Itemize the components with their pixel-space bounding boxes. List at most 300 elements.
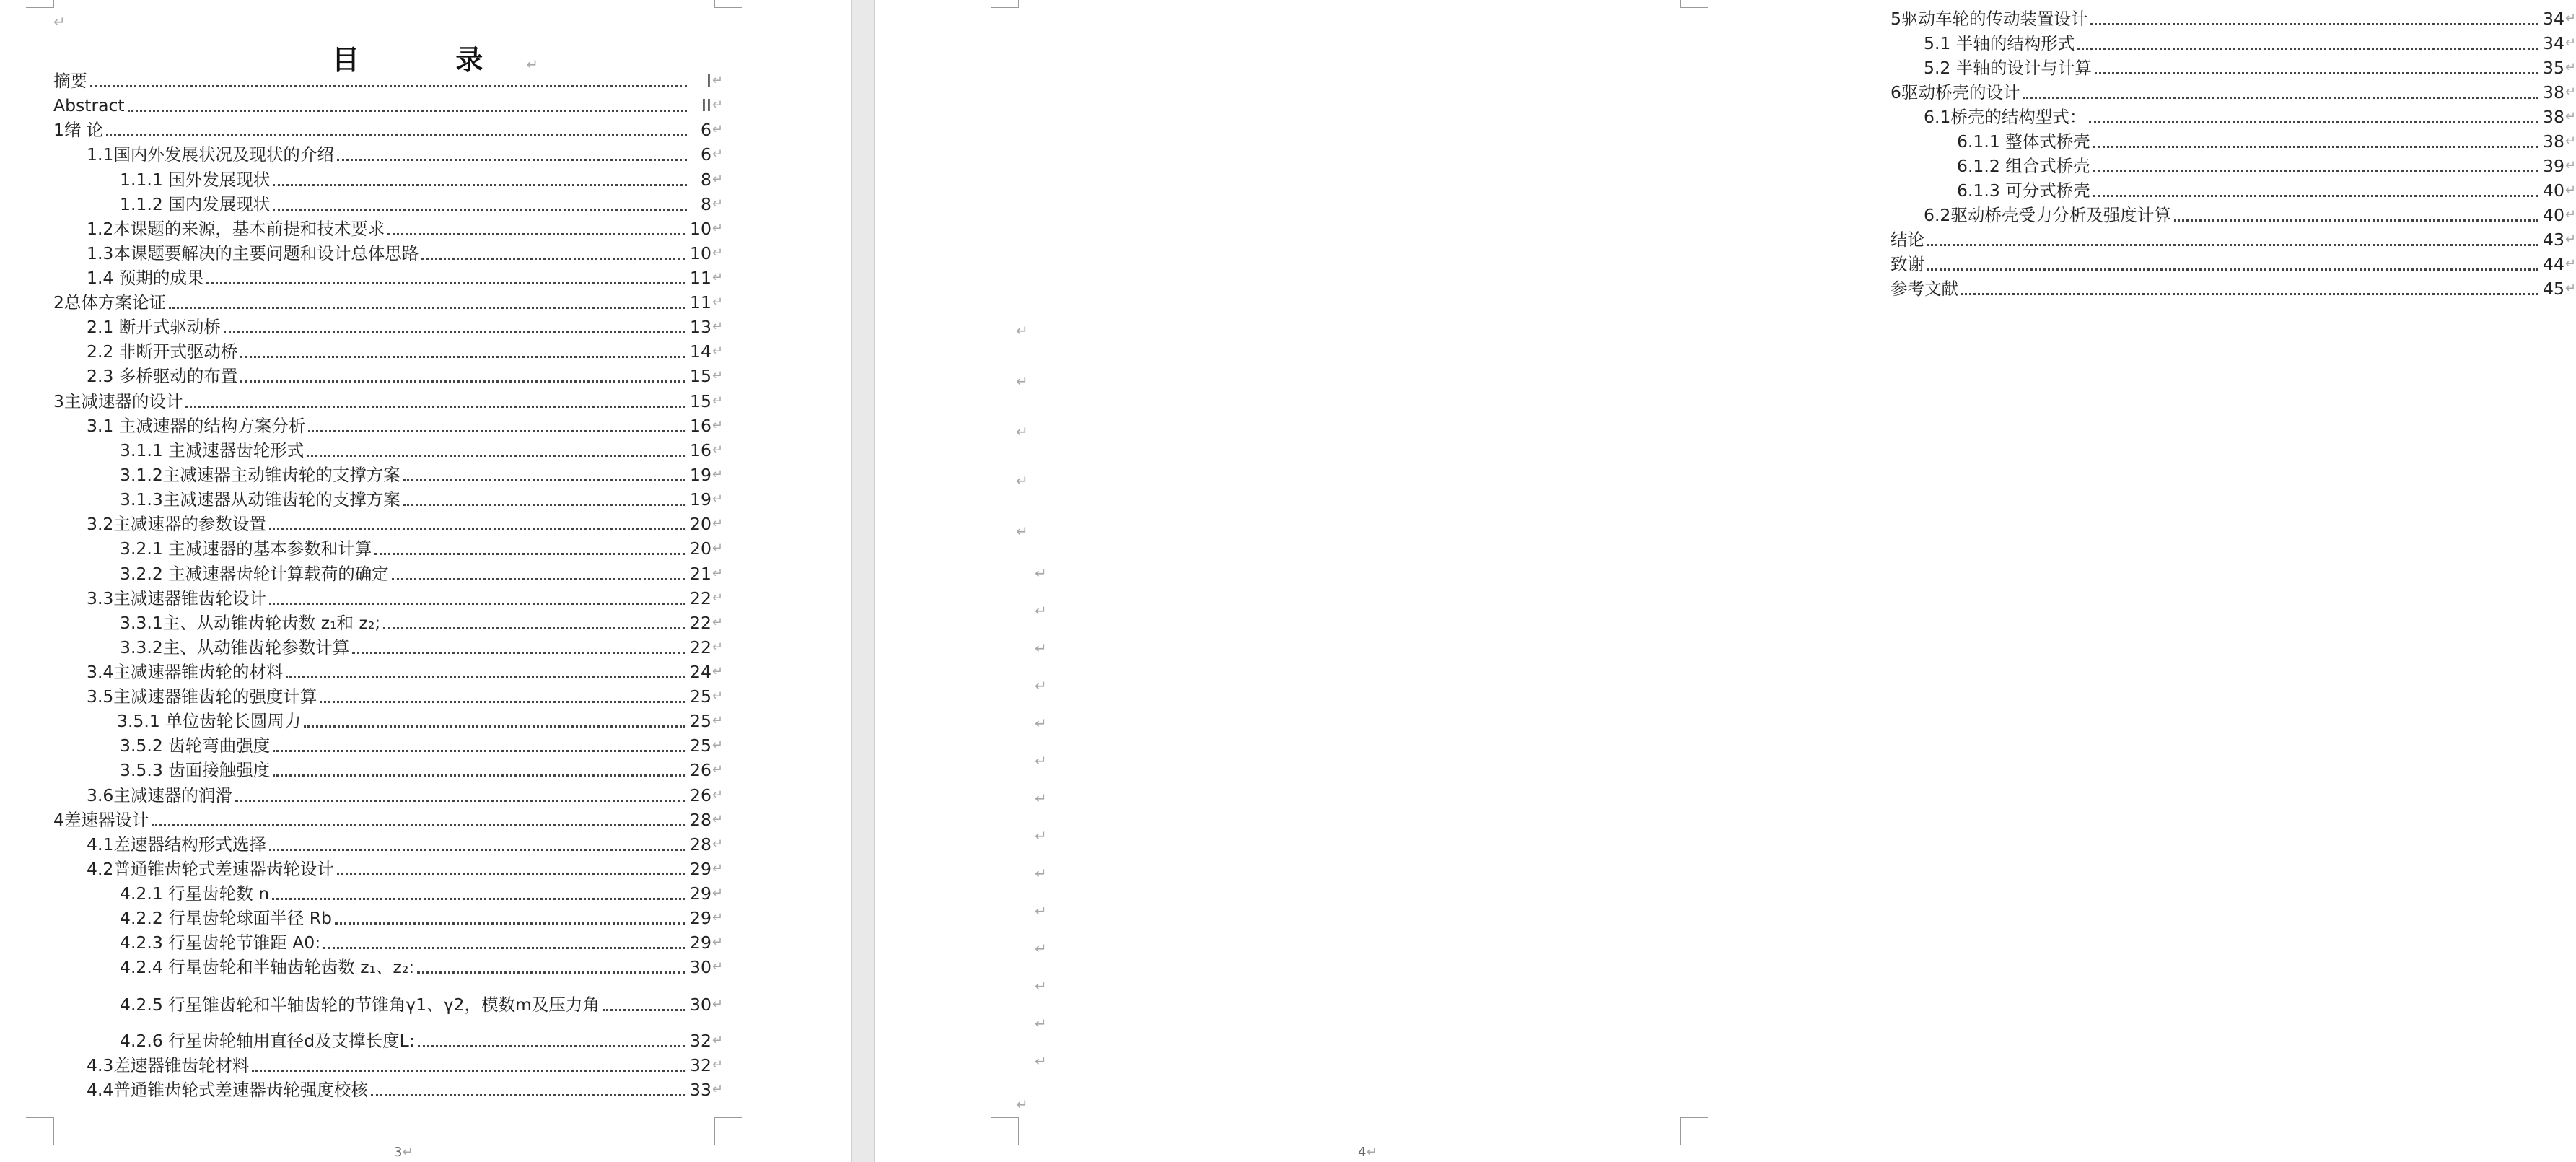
toc-entry[interactable] xyxy=(53,785,723,805)
toc-leader-dots xyxy=(417,967,685,974)
toc-entry-title: 参考文献 xyxy=(1891,279,1958,299)
toc-entry[interactable] xyxy=(53,662,723,682)
toc-entry-page: 43 xyxy=(2543,230,2564,250)
paragraph-mark: ↵ xyxy=(1035,865,1047,882)
toc-entry-title: 4.2.1 行星齿轮数 n xyxy=(120,883,270,904)
toc-entry-page: 25 xyxy=(690,735,711,756)
toc-entry-title: 3.5.3 齿面接触强度 xyxy=(120,760,271,780)
toc-entry[interactable] xyxy=(53,317,723,337)
toc-leader-dots xyxy=(269,524,685,530)
page-corner-mark xyxy=(714,1117,742,1145)
toc-leader-dots xyxy=(2174,215,2538,222)
toc-entry-page: 32 xyxy=(690,1031,711,1051)
toc-leader-dots xyxy=(421,253,685,260)
paragraph-mark: ↵ xyxy=(2564,183,2576,198)
toc-entry[interactable] xyxy=(53,1080,723,1100)
toc-leader-dots xyxy=(269,844,685,851)
page-number-value: 3 xyxy=(394,1145,403,1160)
toc-entry-page: 40 xyxy=(2543,180,2564,201)
toc-leader-dots xyxy=(337,869,685,875)
toc-entry-page: 10 xyxy=(690,243,711,263)
toc-leader-dots xyxy=(371,1090,685,1096)
toc-entry-page: 6 xyxy=(700,144,711,165)
paragraph-mark: ↵ xyxy=(2564,134,2576,149)
paragraph-mark: ↵ xyxy=(711,467,723,482)
toc-entry-page: 38 xyxy=(2543,82,2564,102)
paragraph-mark: ↵ xyxy=(2564,84,2576,100)
toc-entry-page: 19 xyxy=(690,489,711,510)
toc-entry-page: 30 xyxy=(690,957,711,977)
toc-entry-title: 6.1.2 组合式桥壳 xyxy=(1957,156,2090,176)
toc-entry-title: 4.1差速器结构形式选择 xyxy=(87,834,266,855)
toc-entry-page: 15 xyxy=(690,366,711,386)
paragraph-mark: ↵ xyxy=(1035,977,1047,995)
paragraph-mark: ↵ xyxy=(1016,1096,1028,1113)
toc-entry-title: 1.1.2 国内发展现状 xyxy=(120,194,271,214)
paragraph-mark: ↵ xyxy=(711,73,723,88)
toc-entry[interactable] xyxy=(1891,180,2576,201)
toc-entry-title: 6.1桥壳的结构型式： xyxy=(1924,107,2087,127)
paragraph-mark: ↵ xyxy=(711,812,723,827)
toc-leader-dots xyxy=(2093,141,2538,148)
toc-entry-title: 6.1.3 可分式桥壳 xyxy=(1957,180,2090,201)
toc-entry-title: 3.2主减速器的参数设置 xyxy=(87,514,266,534)
toc-entry[interactable] xyxy=(53,243,723,263)
toc-leader-dots xyxy=(337,154,687,161)
toc-entry[interactable] xyxy=(1891,9,2576,29)
paragraph-mark: ↵ xyxy=(711,910,723,925)
toc-entry-page: 15 xyxy=(690,391,711,411)
toc-entry-title: 3.1.3主减速器从动锥齿轮的支撑方案 xyxy=(120,489,400,510)
toc-entry-title: 摘要 xyxy=(53,71,87,91)
toc-leader-dots xyxy=(286,672,685,678)
toc-entry-title: 4.2普通锥齿轮式差速器齿轮设计 xyxy=(87,859,334,879)
toc-entry-title: 2.3 多桥驱动的布置 xyxy=(87,366,238,386)
toc-leader-dots xyxy=(240,351,685,358)
page-number xyxy=(1358,1145,1377,1160)
toc-entry-page: 16 xyxy=(690,416,711,436)
toc-entry-title: 1.2本课题的来源，基本前提和技术要求 xyxy=(87,219,385,239)
paragraph-mark: ↵ xyxy=(711,97,723,113)
toc-entry-title: 3.5.2 齿轮弯曲强度 xyxy=(120,735,271,756)
toc-entry-title: 3主减速器的设计 xyxy=(53,391,183,411)
toc-leader-dots xyxy=(273,770,685,777)
paragraph-mark: ↵ xyxy=(1016,322,1028,339)
paragraph-mark: ↵ xyxy=(711,122,723,137)
toc-entry-page: 33 xyxy=(690,1080,711,1100)
toc-leader-dots xyxy=(352,647,685,654)
toc-entry-title: 1.1国内外发展状况及现状的介绍 xyxy=(87,144,334,165)
toc-leader-dots xyxy=(383,623,685,629)
toc-entry-title: 3.1 主减速器的结构方案分析 xyxy=(87,416,306,436)
toc-entry-title: 2总体方案论证 xyxy=(53,292,166,313)
toc-entry-page: 29 xyxy=(690,883,711,904)
toc-entry[interactable] xyxy=(1891,230,2576,250)
toc-entry[interactable] xyxy=(1891,82,2576,102)
toc-entry[interactable] xyxy=(53,810,723,830)
toc-leader-dots xyxy=(387,229,685,235)
toc-leader-dots xyxy=(206,278,685,284)
toc-leader-dots xyxy=(1927,240,2538,246)
toc-entry-page: 25 xyxy=(690,686,711,707)
toc-entry-page: II xyxy=(701,95,711,115)
paragraph-mark: ↵ xyxy=(711,738,723,753)
toc-entry-page: 22 xyxy=(690,613,711,633)
toc-entry-title: 6.1.1 整体式桥壳 xyxy=(1957,131,2090,152)
toc-entry-title: Abstract xyxy=(53,95,125,115)
toc-entry-page: 24 xyxy=(690,662,711,682)
paragraph-mark: ↵ xyxy=(526,56,538,73)
toc-entry[interactable] xyxy=(53,440,723,460)
toc-entry[interactable] xyxy=(1891,205,2576,225)
toc-leader-dots xyxy=(403,475,685,481)
paragraph-mark: ↵ xyxy=(711,270,723,285)
toc-entry[interactable] xyxy=(53,932,723,953)
toc-entry-page: 44 xyxy=(2543,254,2564,274)
paragraph-mark: ↵ xyxy=(711,935,723,950)
toc-entry-page: 32 xyxy=(690,1055,711,1075)
toc-entry-page: 26 xyxy=(690,785,711,805)
paragraph-mark: ↵ xyxy=(2564,281,2576,296)
toc-entry-title: 致谢 xyxy=(1891,254,1924,274)
toc-entry-title: 3.3主减速器锥齿轮设计 xyxy=(87,588,266,608)
paragraph-mark: ↵ xyxy=(711,886,723,901)
toc-entry-title: 2.2 非断开式驱动桥 xyxy=(87,341,238,362)
toc-entry-title: 1.3本课题要解决的主要问题和设计总体思路 xyxy=(87,243,419,263)
paragraph-mark: ↵ xyxy=(711,492,723,507)
paragraph-mark: ↵ xyxy=(711,319,723,334)
toc-leader-dots xyxy=(2089,117,2538,123)
toc-entry-title: 3.5.1 单位齿轮长圆周力 xyxy=(117,711,302,731)
toc-leader-dots xyxy=(418,1041,685,1047)
toc-entry[interactable] xyxy=(53,711,723,731)
toc-entry-title: 3.1.2主减速器主动锥齿轮的支撑方案 xyxy=(120,465,400,485)
page-corner-mark xyxy=(26,1117,54,1145)
paragraph-mark: ↵ xyxy=(711,393,723,409)
toc-entry-title: 2.1 断开式驱动桥 xyxy=(87,317,221,337)
toc-entry-title: 6.2驱动桥壳受力分析及强度计算 xyxy=(1924,205,2171,225)
toc-leader-dots xyxy=(224,327,685,333)
paragraph-mark: ↵ xyxy=(711,196,723,211)
toc-entry-title: 4.2.2 行星齿轮球面半径 Rb xyxy=(120,908,332,928)
toc-entry[interactable] xyxy=(53,834,723,855)
toc-entry-page: 8 xyxy=(700,170,711,190)
toc-leader-dots xyxy=(320,696,685,703)
toc-entry[interactable] xyxy=(1891,58,2576,78)
page-corner-mark xyxy=(26,0,54,8)
toc-entry-title: 结论 xyxy=(1891,230,1924,250)
paragraph-mark: ↵ xyxy=(711,245,723,261)
toc-entry-title: 1绪 论 xyxy=(53,120,104,140)
toc-leader-dots xyxy=(603,1005,685,1011)
paragraph-mark: ↵ xyxy=(1035,902,1047,919)
toc-entry[interactable] xyxy=(53,538,723,559)
paragraph-mark: ↵ xyxy=(711,418,723,433)
page-corner-mark xyxy=(991,0,1019,8)
paragraph-mark: ↵ xyxy=(711,762,723,777)
paragraph-mark: ↵ xyxy=(1016,472,1028,489)
toc-leader-dots xyxy=(106,130,686,136)
paragraph-mark: ↵ xyxy=(711,516,723,531)
toc-entry-page: 35 xyxy=(2543,58,2564,78)
toc-entry-page: 14 xyxy=(690,341,711,362)
paragraph-mark: ↵ xyxy=(711,590,723,606)
toc-leader-dots xyxy=(403,499,685,506)
toc-entry-page: 6 xyxy=(700,120,711,140)
toc-entry[interactable] xyxy=(53,416,723,436)
toc-entry-title: 5.1 半轴的结构形式 xyxy=(1924,33,2075,53)
toc-entry[interactable] xyxy=(53,859,723,879)
toc-title-text: 目 录 xyxy=(332,44,527,76)
toc-leader-dots xyxy=(273,204,687,211)
toc-entry[interactable] xyxy=(53,908,723,928)
toc-entry-page: 25 xyxy=(690,711,711,731)
page-corner-mark xyxy=(991,1117,1019,1145)
paragraph-mark: ↵ xyxy=(711,861,723,876)
toc-entry-title: 1.4 预期的成果 xyxy=(87,268,204,288)
toc-entry-title: 4.3差速器锥齿轮材料 xyxy=(87,1055,250,1075)
toc-leader-dots xyxy=(128,105,687,112)
paragraph-mark: ↵ xyxy=(402,1145,413,1160)
toc-entry-page: 45 xyxy=(2543,279,2564,299)
toc-entry-page: 30 xyxy=(690,995,711,1015)
toc-entry-title: 4.2.3 行星齿轮节锥距 A0: xyxy=(120,932,321,953)
paragraph-mark: ↵ xyxy=(711,664,723,679)
toc-leader-dots xyxy=(1961,289,2538,295)
paragraph-mark: ↵ xyxy=(2564,232,2576,247)
paragraph-mark: ↵ xyxy=(1366,1145,1377,1160)
toc-entry-title: 3.3.1主、从动锥齿轮齿数 z₁和 z₂; xyxy=(120,613,381,633)
toc-leader-dots xyxy=(152,820,685,826)
toc-leader-dots xyxy=(1927,264,2538,271)
paragraph-mark: ↵ xyxy=(2564,11,2576,26)
paragraph-mark: ↵ xyxy=(53,13,66,30)
toc-leader-dots xyxy=(273,746,685,752)
page-corner-mark xyxy=(1680,1117,1708,1145)
paragraph-mark: ↵ xyxy=(1035,602,1047,619)
toc-entry-title: 3.5主减速器锥齿轮的强度计算 xyxy=(87,686,317,707)
paragraph-mark: ↵ xyxy=(2564,35,2576,51)
paragraph-mark: ↵ xyxy=(711,147,723,162)
toc-entry-page: 40 xyxy=(2543,205,2564,225)
toc-leader-dots xyxy=(304,721,685,728)
paragraph-mark: ↵ xyxy=(1035,752,1047,769)
paragraph-mark: ↵ xyxy=(711,1057,723,1073)
toc-entry[interactable] xyxy=(1891,33,2576,53)
toc-entry-page: 13 xyxy=(690,317,711,337)
toc-entry-page: 20 xyxy=(690,538,711,559)
toc-entry[interactable] xyxy=(53,292,723,313)
toc-entry-page: 38 xyxy=(2543,131,2564,152)
toc-entry-page: 19 xyxy=(690,465,711,485)
toc-entry[interactable] xyxy=(53,391,723,411)
page-gutter xyxy=(851,0,875,1162)
page-number xyxy=(394,1145,413,1160)
toc-entry-page: 34 xyxy=(2543,9,2564,29)
toc-entry-page: 8 xyxy=(700,194,711,214)
paragraph-mark: ↵ xyxy=(1035,715,1047,732)
toc-entry-page: 11 xyxy=(690,268,711,288)
toc-entry[interactable] xyxy=(53,95,723,115)
toc-entry-page: I xyxy=(706,71,711,91)
toc-entry[interactable] xyxy=(1891,131,2576,152)
toc-entry-page: 29 xyxy=(690,859,711,879)
toc-entry-page: 34 xyxy=(2543,33,2564,53)
document-page-3 xyxy=(0,0,851,1162)
paragraph-mark: ↵ xyxy=(1035,827,1047,844)
toc-entry[interactable] xyxy=(53,735,723,756)
toc-leader-dots xyxy=(2023,92,2538,99)
paragraph-mark: ↵ xyxy=(711,442,723,458)
paragraph-mark: ↵ xyxy=(1016,523,1028,540)
paragraph-mark: ↵ xyxy=(711,566,723,581)
toc-entry[interactable] xyxy=(53,120,723,140)
toc-leader-dots xyxy=(2077,43,2538,50)
toc-entry[interactable] xyxy=(53,71,723,91)
toc-entry-title: 4.4普通锥齿轮式差速器齿轮强度校核 xyxy=(87,1080,368,1100)
paragraph-mark: ↵ xyxy=(711,997,723,1012)
toc-entry-page: 28 xyxy=(690,810,711,830)
toc-leader-dots xyxy=(2095,68,2538,74)
toc-entry-title: 5.2 半轴的设计与计算 xyxy=(1924,58,2092,78)
toc-entry[interactable] xyxy=(53,564,723,584)
toc-leader-dots xyxy=(2093,166,2538,172)
toc-entry[interactable] xyxy=(53,760,723,780)
toc-leader-dots xyxy=(308,426,685,432)
toc-entry[interactable] xyxy=(53,637,723,658)
toc-entry-page: 39 xyxy=(2543,156,2564,176)
paragraph-mark: ↵ xyxy=(1035,677,1047,694)
toc-entry-title: 4.2.6 行星齿轮轴用直径d及支撑长度L: xyxy=(120,1031,415,1051)
page-corner-mark xyxy=(1680,0,1708,8)
page-number-value: 4 xyxy=(1358,1145,1367,1160)
toc-entry-page: 20 xyxy=(690,514,711,534)
toc-leader-dots xyxy=(335,918,685,925)
paragraph-mark: ↵ xyxy=(711,1082,723,1097)
toc-entry-page: 22 xyxy=(690,588,711,608)
paragraph-mark: ↵ xyxy=(1035,940,1047,957)
toc-entry-page: 29 xyxy=(690,908,711,928)
toc-entry[interactable] xyxy=(53,341,723,362)
toc-entry[interactable] xyxy=(53,268,723,288)
toc-entry[interactable] xyxy=(1891,279,2576,299)
toc-entry-title: 5驱动车轮的传动装置设计 xyxy=(1891,9,2088,29)
toc-entry-title: 3.4主减速器锥齿轮的材料 xyxy=(87,662,284,682)
paragraph-mark: ↵ xyxy=(711,541,723,556)
toc-leader-dots xyxy=(374,549,685,555)
toc-entry[interactable] xyxy=(53,686,723,707)
toc-leader-dots xyxy=(392,574,685,580)
paragraph-mark: ↵ xyxy=(1016,423,1028,440)
toc-leader-dots xyxy=(307,450,685,457)
toc-entry-title: 1.1.1 国外发展现状 xyxy=(120,170,271,190)
toc-entry[interactable] xyxy=(53,366,723,386)
toc-entry[interactable] xyxy=(53,1055,723,1075)
toc-entry[interactable] xyxy=(53,144,723,165)
paragraph-mark: ↵ xyxy=(711,639,723,655)
toc-entry-title: 4差速器设计 xyxy=(53,810,149,830)
paragraph-mark: ↵ xyxy=(711,787,723,803)
toc-entry-page: 26 xyxy=(690,760,711,780)
toc-entry[interactable] xyxy=(53,883,723,904)
toc-leader-dots xyxy=(169,302,685,309)
paragraph-mark: ↵ xyxy=(1016,372,1028,390)
paragraph-mark: ↵ xyxy=(711,836,723,852)
toc-entry[interactable] xyxy=(1891,254,2576,274)
paragraph-mark: ↵ xyxy=(711,959,723,974)
toc-entry[interactable] xyxy=(53,465,723,485)
paragraph-mark: ↵ xyxy=(2564,207,2576,222)
toc-leader-dots xyxy=(272,894,685,900)
paragraph-mark: ↵ xyxy=(1035,564,1047,582)
toc-entry-title: 4.2.4 行星齿轮和半轴齿轮齿数 z₁、z₂: xyxy=(120,957,415,977)
paragraph-mark: ↵ xyxy=(1035,1015,1047,1032)
toc-entry-title: 3.1.1 主减速器齿轮形式 xyxy=(120,440,305,460)
toc-entry[interactable] xyxy=(53,194,723,214)
paragraph-mark: ↵ xyxy=(711,615,723,630)
toc-entry-title: 3.6主减速器的润滑 xyxy=(87,785,232,805)
toc-leader-dots xyxy=(323,943,685,949)
toc-leader-dots xyxy=(2093,191,2538,197)
paragraph-mark: ↵ xyxy=(2564,256,2576,271)
paragraph-mark: ↵ xyxy=(711,294,723,310)
toc-entry[interactable] xyxy=(1891,156,2576,176)
toc-entry[interactable] xyxy=(53,588,723,608)
paragraph-mark: ↵ xyxy=(711,172,723,187)
paragraph-mark: ↵ xyxy=(2564,60,2576,75)
toc-entry[interactable] xyxy=(53,219,723,239)
toc-leader-dots xyxy=(273,180,687,186)
paragraph-mark: ↵ xyxy=(1035,790,1047,807)
toc-entry[interactable] xyxy=(53,170,723,190)
toc-entry[interactable] xyxy=(53,514,723,534)
paragraph-mark: ↵ xyxy=(711,689,723,704)
toc-leader-dots xyxy=(240,376,685,383)
paragraph-mark: ↵ xyxy=(711,713,723,728)
toc-entry-title: 4.2.5 行星锥齿轮和半轴齿轮的节锥角γ1、γ2，模数m及压力角 xyxy=(120,995,600,1015)
toc-entry-title: 3.2.2 主减速器齿轮计算载荷的确定 xyxy=(120,564,389,584)
paragraph-mark: ↵ xyxy=(711,344,723,359)
toc-leader-dots xyxy=(90,81,687,87)
toc-entry[interactable] xyxy=(1891,107,2576,127)
paragraph-mark: ↵ xyxy=(2564,158,2576,173)
toc-entry-page: 10 xyxy=(690,219,711,239)
toc-entry-title: 3.2.1 主减速器的基本参数和计算 xyxy=(120,538,372,559)
document-page-4 xyxy=(875,0,2576,1162)
paragraph-mark: ↵ xyxy=(2564,109,2576,124)
toc-entry[interactable] xyxy=(53,1031,723,1051)
toc-entry-title: 6驱动桥壳的设计 xyxy=(1891,82,2020,102)
paragraph-mark: ↵ xyxy=(711,368,723,383)
toc-entry-page: 11 xyxy=(690,292,711,313)
toc-entry-page: 21 xyxy=(690,564,711,584)
toc-leader-dots xyxy=(252,1065,685,1072)
toc-entry[interactable] xyxy=(53,995,723,1015)
paragraph-mark: ↵ xyxy=(711,221,723,236)
toc-leader-dots xyxy=(2090,19,2538,25)
toc-entry[interactable] xyxy=(53,957,723,977)
toc-entry-page: 16 xyxy=(690,440,711,460)
toc-entry-page: 29 xyxy=(690,932,711,953)
toc-entry-title: 3.3.2主、从动锥齿轮参数计算 xyxy=(120,637,350,658)
toc-leader-dots xyxy=(235,795,685,802)
toc-entry-page: 22 xyxy=(690,637,711,658)
toc-entry[interactable] xyxy=(53,613,723,633)
paragraph-mark: ↵ xyxy=(1035,1052,1047,1070)
toc-leader-dots xyxy=(185,401,685,408)
paragraph-mark: ↵ xyxy=(711,1033,723,1048)
toc-entry[interactable] xyxy=(53,489,723,510)
